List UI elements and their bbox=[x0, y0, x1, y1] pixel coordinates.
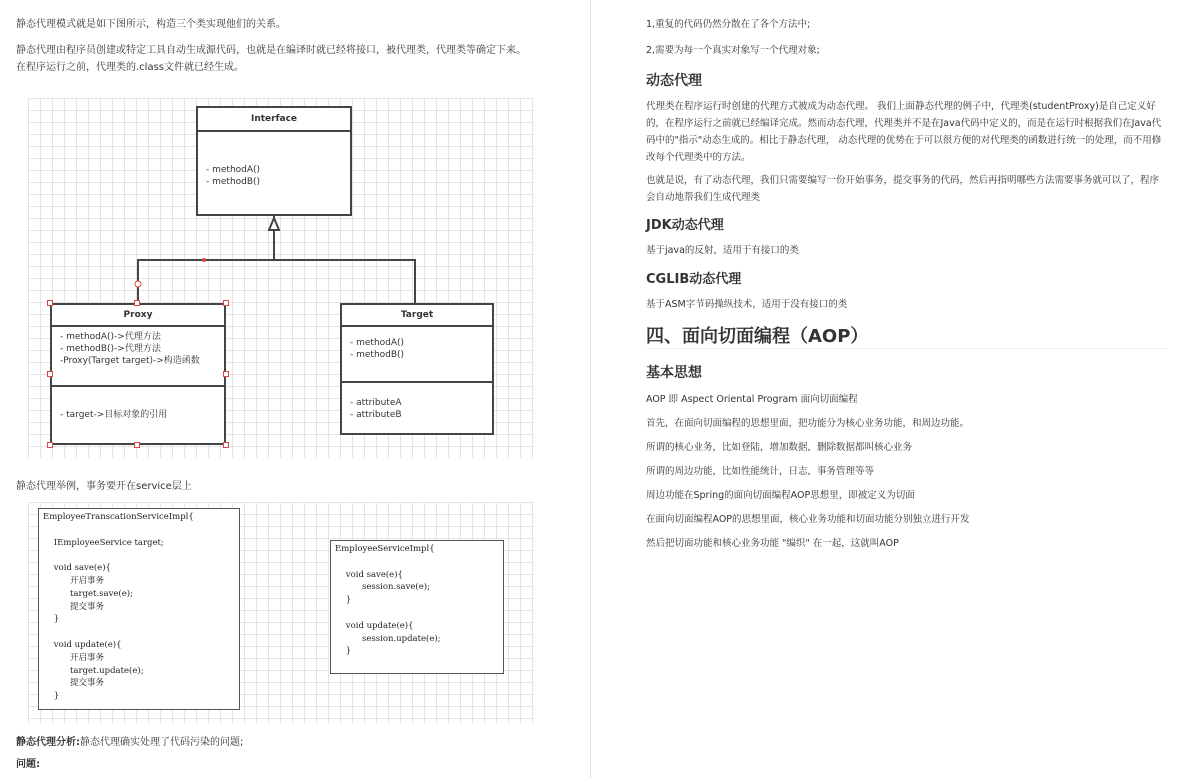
aop-line: 在面向切面编程AOP的思想里面，核心业务功能和切面功能分别独立进行开发 bbox=[646, 514, 970, 525]
cglib-proxy-desc: 基于ASM字节码操纵技术，适用于没有接口的类 bbox=[646, 299, 848, 310]
proxy-name: Proxy bbox=[52, 305, 224, 327]
target-fields: - attributeA - attributeB bbox=[350, 398, 402, 420]
analysis-line bbox=[16, 734, 243, 751]
column-divider bbox=[590, 0, 591, 778]
static-proxy-example: 静态代理举例，事务要开在service层上 bbox=[16, 481, 192, 492]
analysis-label: 静态代理分析: bbox=[16, 737, 80, 748]
heading-cglib-proxy: CGLIB动态代理 bbox=[646, 272, 742, 287]
question-label: 问题: bbox=[16, 759, 40, 770]
issue-item-1: 1,重复的代码仍然分散在了各个方法中; bbox=[646, 19, 811, 30]
resize-handle[interactable] bbox=[223, 442, 229, 448]
intro-text: 静态代理模式就是如下图所示，构造三个类实现他们的关系。 bbox=[16, 19, 286, 30]
interface-methods: - methodA() - methodB() bbox=[206, 165, 261, 187]
resize-handle[interactable] bbox=[47, 300, 53, 306]
aop-line: 周边功能在Spring的面向切面编程AOP思想里，即被定义为切面 bbox=[646, 490, 915, 501]
target-class bbox=[340, 303, 494, 435]
transaction-service-code: EmployeeTranscationServiceImpl{ IEmployeeService target; void save(e){ 开启事务 target.save(e); 提交事务 } void update(e){ 开启事务 target.update(e); 提交事务 } bbox=[38, 508, 240, 710]
dynamic-proxy-summary: 也就是说，有了动态代理，我们只需要编写一份开始事务，提交事务的代码，然后再指明哪些方法需要事务就可以了，程序会自动地帮我们生成代理类 bbox=[646, 175, 1160, 203]
aop-line: 然后把切面功能和核心业务功能 "编织" 在一起，这就叫AOP bbox=[646, 538, 899, 549]
resize-handle[interactable] bbox=[47, 442, 53, 448]
target-methods: - methodA() - methodB() bbox=[342, 327, 492, 383]
jdk-proxy-desc: 基于java的反射，适用于有接口的类 bbox=[646, 245, 799, 256]
resize-handle[interactable] bbox=[223, 371, 229, 377]
employee-service-code: EmployeeServiceImpl{ void save(e){ session.save(e); } void update(e){ session.update(e); } bbox=[330, 540, 504, 674]
resize-handle[interactable] bbox=[47, 371, 53, 377]
target-name: Target bbox=[342, 305, 492, 327]
interface-name: Interface bbox=[198, 108, 350, 132]
resize-handle[interactable] bbox=[223, 300, 229, 306]
aop-line: 首先，在面向切面编程的思想里面，把功能分为核心业务功能，和周边功能。 bbox=[646, 418, 970, 429]
heading-aop: 四、面向切面编程（AOP） bbox=[646, 326, 869, 347]
proxy-methods: - methodA()->代理方法 - methodB()->代理方法 -Proxy(Target target)->构造函数 bbox=[52, 327, 224, 387]
heading-underline bbox=[646, 348, 1166, 349]
proxy-fields: - target->目标对象的引用 bbox=[60, 410, 168, 420]
uml-diagram bbox=[28, 98, 534, 458]
interface-class bbox=[196, 106, 352, 216]
aop-line: 所谓的核心业务，比如登陆，增加数据，删除数据都叫核心业务 bbox=[646, 442, 913, 453]
proxy-class bbox=[50, 303, 226, 445]
issue-item-2: 2,需要为每一个真实对象写一个代理对象; bbox=[646, 45, 820, 56]
aop-line: 所谓的周边功能，比如性能统计，日志，事务管理等等 bbox=[646, 466, 875, 477]
dynamic-proxy-desc: 代理类在程序运行时创建的代理方式被成为动态代理。 我们上面静态代理的例子中，代理类(studentProxy)是自己定义好的，在程序运行之前就已经编译完成。然而动态代理，代理类并不是在Java代码中定义的，而是在运行时根据我们在Java代码中的"指示"动态生成的。相比于静态代理， 动态代理的优势在于可以很方便的对代理类的函数进行统一的处理，而不用修改每个代理类中的方法。 bbox=[646, 101, 1162, 163]
heading-jdk-proxy: JDK动态代理 bbox=[646, 218, 724, 233]
static-proxy-desc: 静态代理由程序员创建或特定工具自动生成源代码，也就是在编译时就已经将接口，被代理类，代理类等确定下来。在程序运行之前，代理类的.class文件就已经生成。 bbox=[16, 45, 526, 73]
heading-dynamic-proxy: 动态代理 bbox=[646, 73, 702, 89]
resize-handle[interactable] bbox=[134, 442, 140, 448]
resize-handle[interactable] bbox=[134, 300, 140, 306]
analysis-text: 静态代理确实处理了代码污染的问题; bbox=[80, 737, 244, 748]
code-diagram bbox=[28, 502, 534, 724]
left-column bbox=[0, 0, 590, 778]
right-column bbox=[592, 0, 1186, 778]
aop-line: AOP 即 Aspect Oriental Program 面向切面编程 bbox=[646, 394, 858, 405]
heading-basic-idea: 基本思想 bbox=[646, 365, 702, 381]
